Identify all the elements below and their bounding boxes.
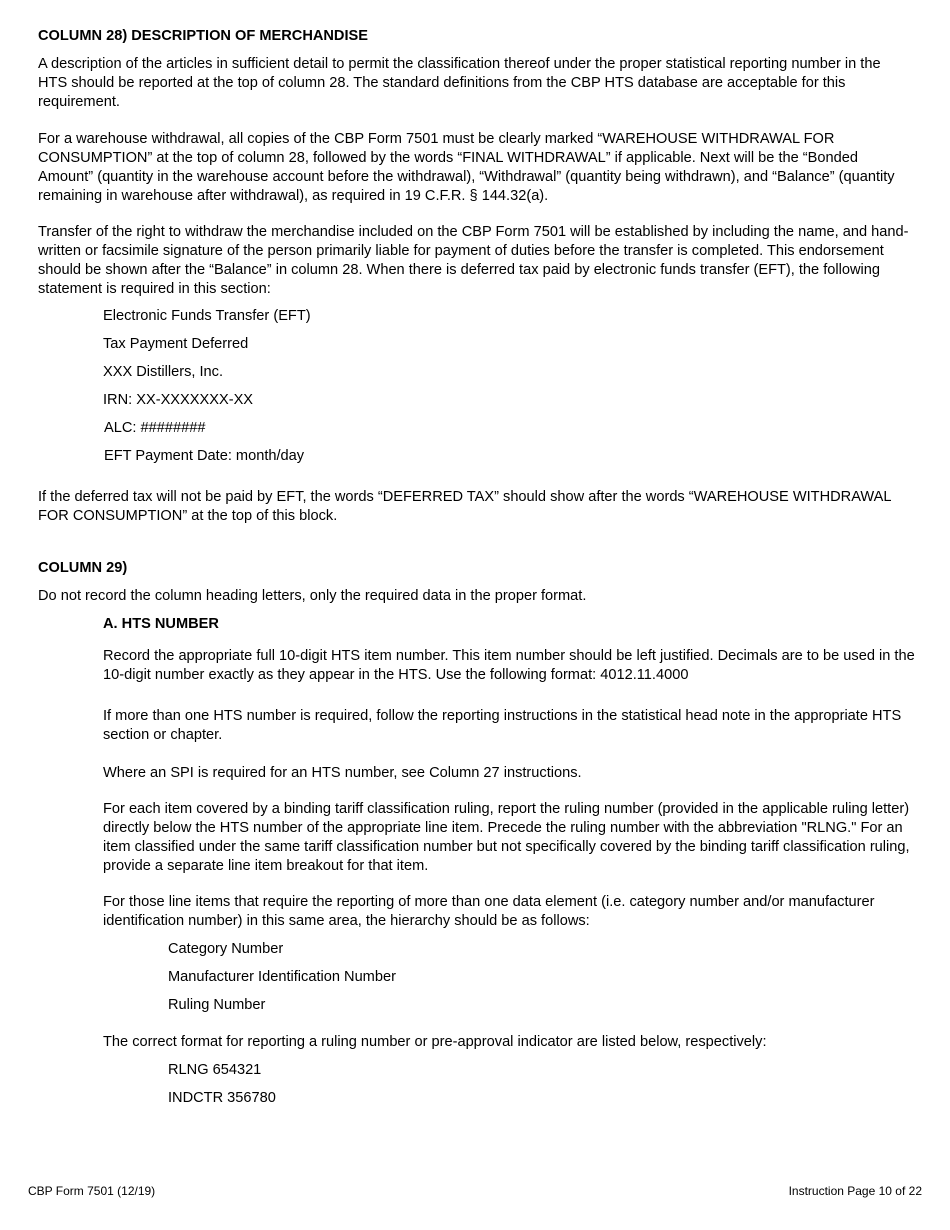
- hts-paragraph-5: For those line items that require the reporting of more than one data element (i.e. category number and/or manufacturer identification number) in this same area, the hierarchy should be as follows:: [103, 894, 875, 929]
- eft-line-4: IRN: XX-XXXXXXX-XX: [103, 392, 254, 408]
- eft-line-5: ALC: ########: [104, 420, 206, 436]
- hts-paragraph-3: Where an SPI is required for an HTS number, see Column 27 instructions.: [103, 765, 582, 781]
- footer-form-id: CBP Form 7501 (12/19): [28, 1184, 156, 1198]
- format-example-2: INDCTR 356780: [168, 1090, 276, 1106]
- format-example-1: RLNG 654321: [168, 1062, 262, 1078]
- column-28-heading: COLUMN 28) DESCRIPTION OF MERCHANDISE: [38, 28, 368, 44]
- hts-paragraph-4: For each item covered by a binding tariff classification ruling, report the ruling number (provided in the applicable ruling letter) directly below the HTS number of the appropriate line item. Precede the ruling number with the abbreviation "RLNG." For an item classified under the same tariff classification number but not specifically covered by the binding tariff classification ruling, provide a separate line item breakout for that item.: [103, 801, 910, 874]
- column-28-paragraph-3: Transfer of the right to withdraw the merchandise included on the CBP Form 7501 will be established by including the name, and hand-written or facsimile signature of the person primarily liable for payment of duties before the transfer is completed. This endorsement should be shown after the “Balance” in column 28. When there is deferred tax paid by electronic funds transfer (EFT), the following statement is required in this section:: [38, 224, 909, 297]
- footer-page-number: Instruction Page 10 of 22: [788, 1184, 922, 1198]
- hierarchy-item-3: Ruling Number: [168, 997, 266, 1013]
- eft-line-3: XXX Distillers, Inc.: [103, 364, 224, 380]
- hts-paragraph-6: The correct format for reporting a ruling number or pre-approval indicator are listed below, respectively:: [103, 1034, 767, 1050]
- column-28-paragraph-4: If the deferred tax will not be paid by EFT, the words “DEFERRED TAX” should show after the words “WAREHOUSE WITHDRAWAL FOR CONSUMPTION” at the top of this block.: [38, 489, 891, 524]
- column-29-intro: Do not record the column heading letters, only the required data in the proper format.: [38, 588, 587, 604]
- hts-number-subheading: A. HTS NUMBER: [103, 616, 219, 632]
- eft-line-2: Tax Payment Deferred: [103, 336, 249, 352]
- column-29-heading: COLUMN 29): [38, 560, 128, 576]
- hts-paragraph-2: If more than one HTS number is required, follow the reporting instructions in the statistical head note in the appropriate HTS section or chapter.: [103, 708, 902, 743]
- eft-line-1: Electronic Funds Transfer (EFT): [103, 308, 311, 324]
- hierarchy-item-1: Category Number: [168, 941, 284, 957]
- hierarchy-item-2: Manufacturer Identification Number: [168, 969, 396, 985]
- hts-paragraph-1: Record the appropriate full 10-digit HTS item number. This item number should be left justified. Decimals are to be used in the 10-digit number exactly as they appear in the HTS. Use the following format: 4012.11.4000: [103, 648, 915, 683]
- column-28-paragraph-1: A description of the articles in sufficient detail to permit the classification thereof under the proper statistical reporting number in the HTS should be reported at the top of column 28. The standard definitions from the CBP HTS database are acceptable for this requirement.: [38, 56, 881, 110]
- eft-line-6: EFT Payment Date: month/day: [104, 448, 305, 464]
- column-28-paragraph-2: For a warehouse withdrawal, all copies of the CBP Form 7501 must be clearly marked “WAREHOUSE WITHDRAWAL FOR CONSUMPTION” at the top of column 28, followed by the words “FINAL WITHDRAWAL” if applicable. Next will be the “Bonded Amount” (quantity in the warehouse account before the withdrawal), “Withdrawal” (quantity being withdrawn), and “Balance” (quantity remaining in warehouse after withdrawal), as required in 19 C.F.R. § 144.32(a).: [38, 131, 895, 204]
